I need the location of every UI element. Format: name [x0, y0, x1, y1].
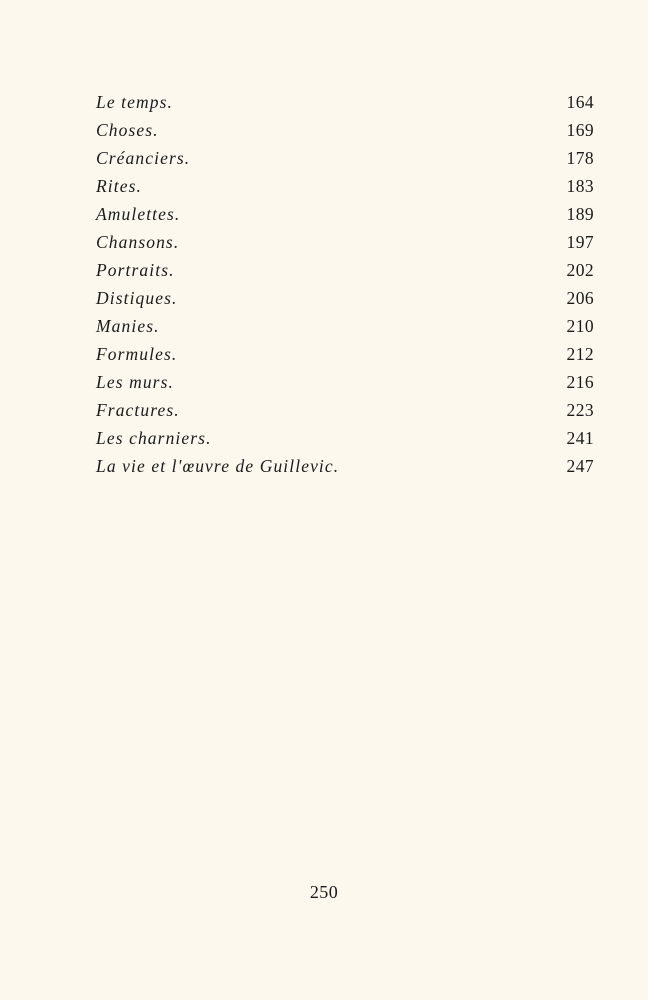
toc-entry-page: 223 — [566, 400, 594, 420]
toc-entry-page: 183 — [566, 176, 594, 196]
toc-entry-title: Le temps. — [96, 92, 173, 112]
toc-entry-title: Formules. — [96, 344, 178, 364]
toc-entry — [96, 144, 596, 172]
toc-entry-title: Distiques. — [96, 288, 178, 308]
toc-entry — [96, 88, 596, 116]
toc-entry-page: 164 — [566, 92, 594, 112]
toc-entry — [96, 256, 596, 284]
toc-entry — [96, 312, 596, 340]
toc-entry-page: 197 — [566, 232, 594, 252]
toc-entry — [96, 424, 596, 452]
toc-entry — [96, 172, 596, 200]
toc-entry — [96, 368, 596, 396]
toc-entry-title: Rites. — [96, 176, 142, 196]
toc-entry-title: Manies. — [96, 316, 160, 336]
toc-entry-title: Choses. — [96, 120, 159, 140]
toc-entry — [96, 340, 596, 368]
toc-entry-title: Les murs. — [96, 372, 174, 392]
toc-entry-title: La vie et l'œuvre de Guillevic. — [96, 456, 340, 476]
toc-entry — [96, 452, 596, 480]
toc-entry-title: Les charniers. — [96, 428, 212, 448]
toc-entry-page: 210 — [566, 316, 594, 336]
toc-entry-page: 206 — [566, 288, 594, 308]
toc-entry-page: 189 — [566, 204, 594, 224]
toc-entry — [96, 200, 596, 228]
toc-entry — [96, 228, 596, 256]
toc-entry-page: 247 — [566, 456, 594, 476]
toc-entry-page: 169 — [566, 120, 594, 140]
toc-entry-page: 212 — [566, 344, 594, 364]
toc-entry-page: 202 — [566, 260, 594, 280]
table-of-contents — [96, 88, 596, 480]
toc-entry-title: Créanciers. — [96, 148, 191, 168]
page-number: 250 — [309, 882, 339, 902]
toc-entry — [96, 116, 596, 144]
toc-entry-page: 241 — [566, 428, 594, 448]
toc-entry — [96, 284, 596, 312]
toc-entry-page: 178 — [566, 148, 594, 168]
toc-entry-page: 216 — [566, 372, 594, 392]
toc-entry-title: Amulettes. — [96, 204, 181, 224]
toc-entry-title: Fractures. — [96, 400, 180, 420]
toc-entry — [96, 396, 596, 424]
toc-entry-title: Portraits. — [96, 260, 175, 280]
toc-entry-title: Chansons. — [96, 232, 180, 252]
